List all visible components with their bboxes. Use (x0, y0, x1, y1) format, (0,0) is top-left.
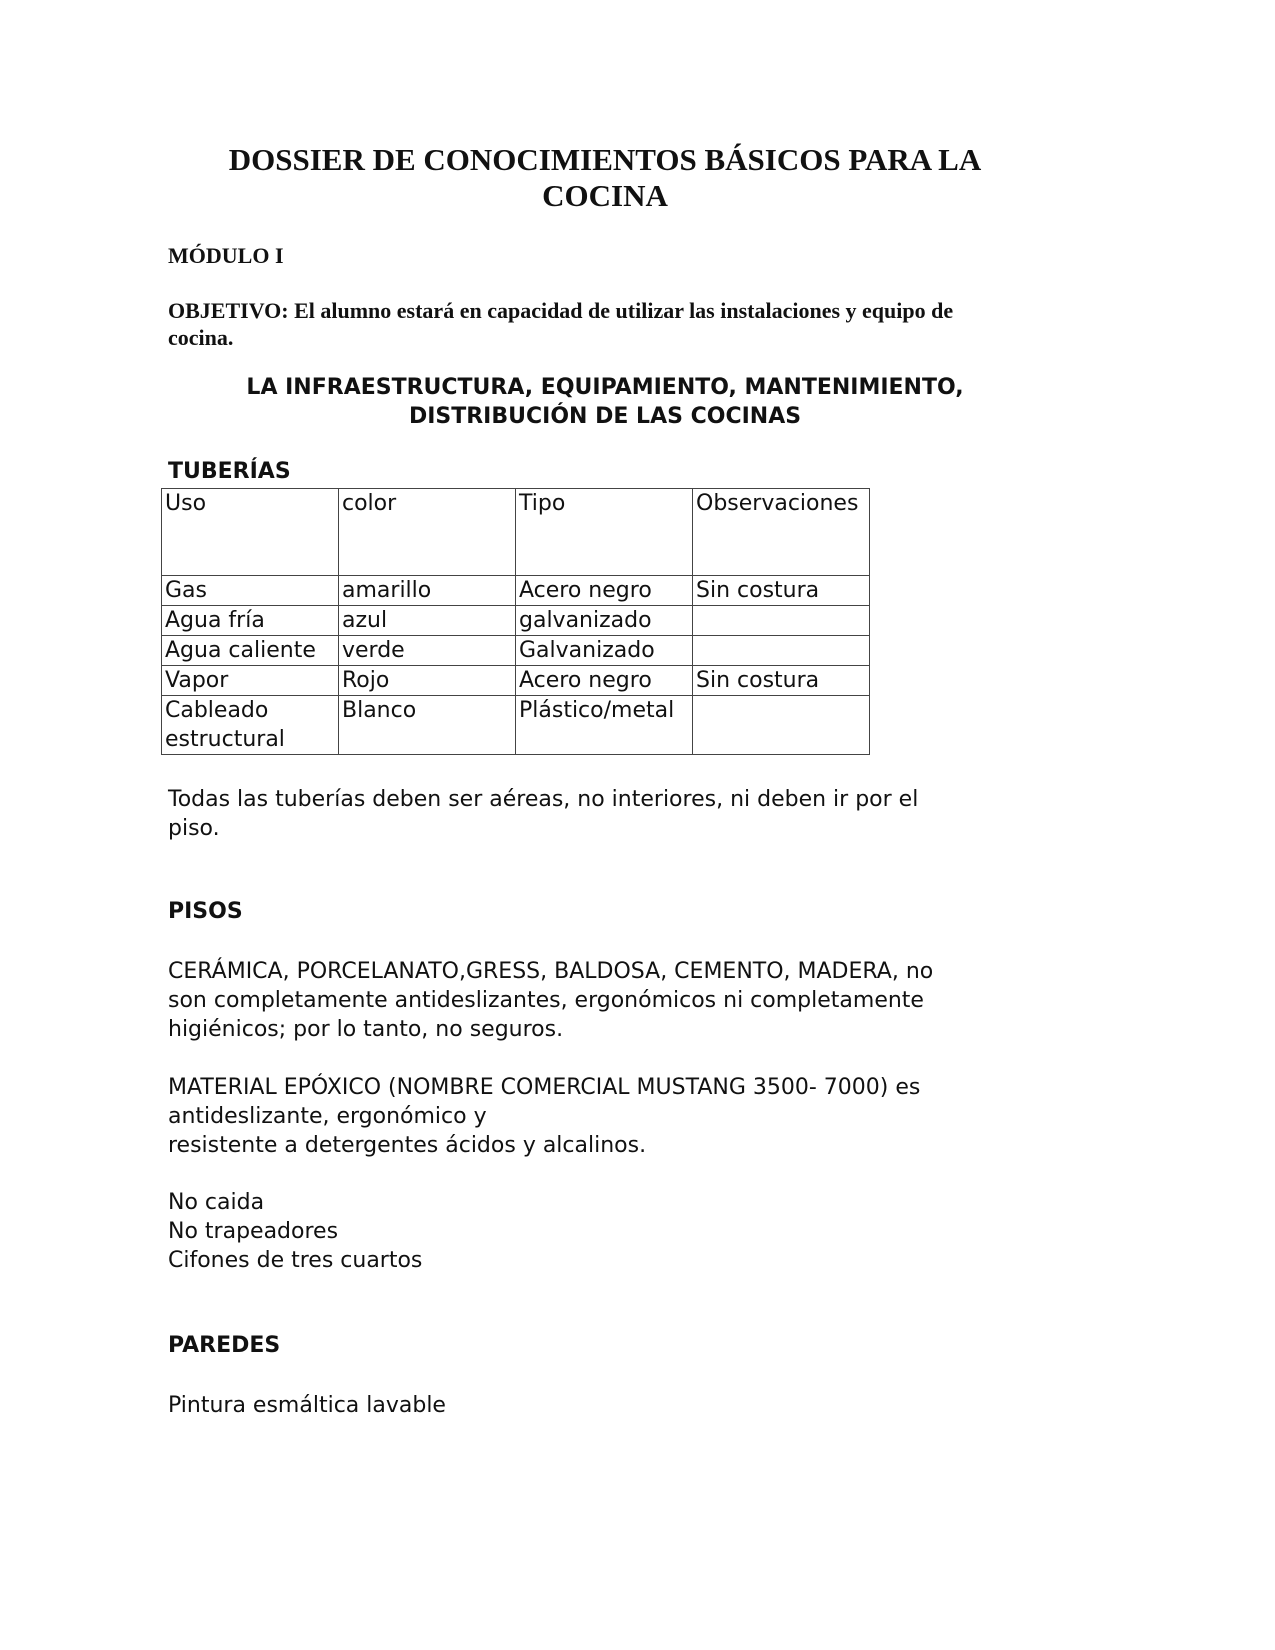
table-cell: verde (339, 636, 516, 666)
title-line: DOSSIER DE CONOCIMIENTOS BÁSICOS PARA LA (228, 142, 982, 177)
table-cell: Agua fría (162, 606, 339, 636)
tuberias-table (161, 488, 870, 755)
list-item: No trapeadores (168, 1219, 339, 1244)
pisos-list (168, 1188, 1048, 1275)
table-cell: Sin costura (693, 576, 870, 606)
table-cell: Vapor (162, 666, 339, 696)
table-cell (693, 606, 870, 636)
table-cell: azul (339, 606, 516, 636)
tuberias-heading: TUBERÍAS (168, 459, 291, 484)
header-cell: Observaciones (693, 489, 870, 576)
table-row (162, 606, 870, 636)
tuberias-note (168, 785, 1048, 843)
text-line: higiénicos; por lo tanto, no seguros. (168, 1017, 564, 1042)
section-subtitle (0, 373, 1210, 431)
text-line: Todas las tuberías deben ser aéreas, no interiores, ni deben ir por el (168, 787, 919, 812)
subtitle-line: DISTRIBUCIÓN DE LAS COCINAS (408, 404, 802, 429)
text-line: son completamente antideslizantes, ergonómicos ni completamente (168, 988, 924, 1013)
objective (168, 297, 953, 351)
table-row (162, 636, 870, 666)
table-cell: Acero negro (516, 666, 693, 696)
table-cell: Gas (162, 576, 339, 606)
table-cell: Cableado estructural (162, 696, 339, 755)
objective-line: OBJETIVO: El alumno estará en capacidad de utilizar las instalaciones y equipo de (168, 298, 954, 323)
pisos-heading: PISOS (168, 899, 243, 924)
text-line: resistente a detergentes ácidos y alcalinos. (168, 1133, 647, 1158)
table-row (162, 666, 870, 696)
paredes-paragraph: Pintura esmáltica lavable (168, 1393, 446, 1418)
table-cell: Blanco (339, 696, 516, 755)
table-row (162, 696, 870, 755)
pisos-paragraph-2 (168, 1073, 1048, 1160)
table-cell (693, 696, 870, 755)
module-label: MÓDULO I (168, 243, 284, 268)
list-item: Cifones de tres cuartos (168, 1248, 423, 1273)
text-line: MATERIAL EPÓXICO (NOMBRE COMERCIAL MUSTANG 3500- 7000) es (168, 1075, 921, 1100)
pisos-paragraph-1 (168, 957, 1048, 1044)
header-cell: color (339, 489, 516, 576)
subtitle-line: LA INFRAESTRUCTURA, EQUIPAMIENTO, MANTENIMIENTO, (246, 375, 964, 400)
table-cell: Rojo (339, 666, 516, 696)
table-row (162, 576, 870, 606)
table-cell: Galvanizado (516, 636, 693, 666)
text-line: CERÁMICA, PORCELANATO,GRESS, BALDOSA, CEMENTO, MADERA, no (168, 959, 934, 984)
table-cell: amarillo (339, 576, 516, 606)
title-line: COCINA (542, 178, 668, 213)
table-cell: Plástico/metal (516, 696, 693, 755)
paredes-heading: PAREDES (168, 1333, 281, 1358)
header-cell: Tipo (516, 489, 693, 576)
table-cell: galvanizado (516, 606, 693, 636)
list-item: No caida (168, 1190, 265, 1215)
text-line: piso. (168, 816, 220, 841)
table-cell: Acero negro (516, 576, 693, 606)
text-line: antideslizante, ergonómico y (168, 1104, 487, 1129)
table-cell: Sin costura (693, 666, 870, 696)
table-header-row (162, 489, 870, 576)
document-title (0, 142, 1210, 214)
objective-line: cocina. (168, 325, 234, 350)
header-cell: Uso (162, 489, 339, 576)
table-cell: Agua caliente (162, 636, 339, 666)
table-cell (693, 636, 870, 666)
